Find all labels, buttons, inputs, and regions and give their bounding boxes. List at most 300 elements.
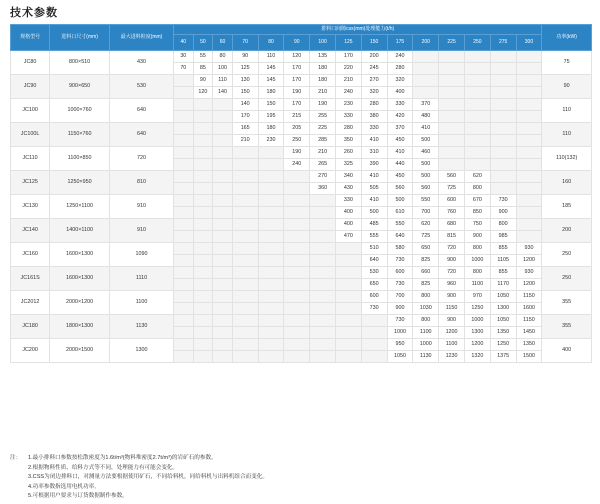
capacity-cell: 255	[310, 111, 336, 123]
capacity-cell: 760	[439, 207, 465, 219]
capacity-cell	[258, 303, 284, 315]
model-name: JC180	[11, 315, 50, 339]
capacity-cell: 1500	[516, 351, 542, 363]
header-maxfeed: 最大进料粒度(mm)	[110, 25, 174, 51]
capacity-cell	[490, 123, 516, 135]
capacity-cell: 130	[232, 75, 258, 87]
capacity-cell: 1030	[413, 303, 439, 315]
capacity-cell	[490, 183, 516, 195]
capacity-cell: 325	[335, 159, 361, 171]
capacity-cell: 1200	[464, 339, 490, 351]
capacity-cell	[516, 75, 542, 87]
model-opening: 1250×1100	[50, 195, 110, 219]
capacity-cell	[439, 111, 465, 123]
capacity-cell	[258, 219, 284, 231]
capacity-cell: 650	[361, 279, 387, 291]
capacity-cell	[213, 195, 233, 207]
capacity-cell	[439, 51, 465, 63]
capacity-cell: 560	[439, 171, 465, 183]
model-maxfeed: 1130	[110, 315, 174, 339]
model-power: 110	[542, 99, 592, 123]
capacity-cell: 1100	[439, 339, 465, 351]
note-line: 2.根据物料性质、给料方式等不同，处理能力有可能会变化。	[28, 464, 179, 471]
header-css-value: 150	[361, 35, 387, 51]
capacity-cell	[284, 279, 310, 291]
model-name: JC80	[11, 51, 50, 75]
capacity-cell: 145	[258, 63, 284, 75]
model-maxfeed: 910	[110, 195, 174, 219]
capacity-cell: 1050	[387, 351, 413, 363]
capacity-cell: 85	[193, 63, 213, 75]
capacity-cell: 1150	[516, 291, 542, 303]
capacity-cell	[213, 327, 233, 339]
capacity-cell	[361, 339, 387, 351]
capacity-cell: 900	[439, 315, 465, 327]
capacity-cell	[232, 195, 258, 207]
capacity-cell: 360	[310, 183, 336, 195]
capacity-cell	[464, 123, 490, 135]
capacity-cell: 225	[310, 123, 336, 135]
capacity-cell: 730	[387, 279, 413, 291]
capacity-cell	[413, 87, 439, 99]
capacity-cell: 150	[232, 87, 258, 99]
note-line: 注： 1.最小排料口参数按松散密度为1.6t/m³(物料堆密度2.7t/m³)的岩矿石的参数。	[10, 454, 268, 464]
capacity-cell: 170	[232, 111, 258, 123]
capacity-cell	[464, 75, 490, 87]
header-css-value: 70	[232, 35, 258, 51]
capacity-cell	[258, 207, 284, 219]
model-opening: 2000×1500	[50, 339, 110, 363]
capacity-cell: 440	[387, 159, 413, 171]
capacity-cell	[464, 51, 490, 63]
notes-label: 注：	[10, 455, 22, 461]
capacity-cell	[490, 75, 516, 87]
capacity-cell	[310, 327, 336, 339]
capacity-cell	[193, 207, 213, 219]
capacity-cell: 480	[413, 111, 439, 123]
capacity-cell	[310, 279, 336, 291]
capacity-cell: 220	[335, 63, 361, 75]
capacity-cell	[213, 303, 233, 315]
capacity-cell: 800	[413, 315, 439, 327]
capacity-cell: 855	[490, 267, 516, 279]
capacity-cell	[361, 351, 387, 363]
capacity-cell	[335, 291, 361, 303]
capacity-cell	[258, 171, 284, 183]
capacity-cell: 210	[310, 87, 336, 99]
model-power: 355	[542, 291, 592, 315]
capacity-cell: 1100	[413, 327, 439, 339]
capacity-cell: 310	[361, 147, 387, 159]
capacity-cell: 500	[387, 195, 413, 207]
capacity-cell	[258, 159, 284, 171]
capacity-cell: 720	[439, 267, 465, 279]
model-maxfeed: 1110	[110, 267, 174, 291]
header-css-value: 275	[490, 35, 516, 51]
capacity-cell: 410	[387, 147, 413, 159]
table-row	[11, 51, 592, 63]
table-row	[11, 123, 592, 135]
capacity-cell: 680	[439, 219, 465, 231]
capacity-cell	[174, 111, 194, 123]
capacity-cell: 430	[335, 183, 361, 195]
capacity-cell	[232, 159, 258, 171]
capacity-cell: 1300	[490, 303, 516, 315]
capacity-cell	[335, 255, 361, 267]
capacity-cell: 855	[490, 243, 516, 255]
capacity-cell: 120	[284, 51, 310, 63]
capacity-cell: 135	[310, 51, 336, 63]
capacity-cell: 170	[335, 51, 361, 63]
capacity-cell: 410	[361, 135, 387, 147]
capacity-cell: 1250	[490, 339, 516, 351]
capacity-cell: 190	[284, 87, 310, 99]
capacity-cell	[193, 135, 213, 147]
header-css-value: 50	[193, 35, 213, 51]
capacity-cell: 700	[413, 207, 439, 219]
capacity-cell	[490, 63, 516, 75]
capacity-cell	[174, 159, 194, 171]
capacity-cell	[284, 327, 310, 339]
model-maxfeed: 1100	[110, 291, 174, 315]
capacity-cell	[232, 207, 258, 219]
capacity-cell: 110	[258, 51, 284, 63]
capacity-cell: 730	[387, 255, 413, 267]
model-opening: 900×650	[50, 75, 110, 99]
capacity-cell: 120	[193, 87, 213, 99]
capacity-cell: 950	[387, 339, 413, 351]
capacity-cell: 250	[284, 135, 310, 147]
model-maxfeed: 1090	[110, 243, 174, 267]
capacity-cell	[193, 111, 213, 123]
capacity-cell: 265	[310, 159, 336, 171]
capacity-cell: 330	[335, 111, 361, 123]
capacity-cell: 900	[439, 255, 465, 267]
capacity-cell: 485	[361, 219, 387, 231]
capacity-cell: 240	[335, 87, 361, 99]
capacity-cell: 1130	[413, 351, 439, 363]
capacity-cell: 350	[335, 135, 361, 147]
capacity-cell	[516, 99, 542, 111]
capacity-cell	[310, 207, 336, 219]
capacity-cell	[174, 351, 194, 363]
capacity-cell: 195	[258, 111, 284, 123]
capacity-cell: 600	[387, 267, 413, 279]
capacity-cell: 1600	[516, 303, 542, 315]
capacity-cell	[213, 291, 233, 303]
model-maxfeed: 720	[110, 147, 174, 171]
capacity-cell	[193, 123, 213, 135]
capacity-cell: 600	[439, 195, 465, 207]
capacity-cell: 670	[464, 195, 490, 207]
note-line: 4.功率参数指选用电机功率。	[28, 483, 100, 490]
capacity-cell: 240	[284, 159, 310, 171]
capacity-cell: 55	[193, 51, 213, 63]
capacity-cell: 215	[284, 111, 310, 123]
capacity-cell: 900	[387, 303, 413, 315]
capacity-cell	[335, 243, 361, 255]
capacity-cell	[213, 159, 233, 171]
capacity-cell: 260	[335, 147, 361, 159]
capacity-cell: 380	[361, 111, 387, 123]
capacity-cell	[174, 279, 194, 291]
table-row	[11, 315, 592, 327]
capacity-cell: 580	[387, 243, 413, 255]
capacity-cell: 1150	[439, 303, 465, 315]
capacity-cell: 70	[174, 63, 194, 75]
page-title: 技术参数	[10, 7, 58, 19]
capacity-cell: 600	[361, 291, 387, 303]
capacity-cell: 800	[490, 219, 516, 231]
capacity-cell: 510	[361, 243, 387, 255]
capacity-cell	[193, 315, 213, 327]
capacity-cell	[174, 171, 194, 183]
capacity-cell	[193, 267, 213, 279]
capacity-cell	[516, 195, 542, 207]
capacity-cell: 800	[413, 291, 439, 303]
capacity-cell: 170	[284, 99, 310, 111]
capacity-cell	[213, 183, 233, 195]
capacity-cell: 730	[361, 303, 387, 315]
notes	[10, 454, 268, 502]
model-maxfeed: 430	[110, 51, 174, 75]
capacity-cell	[439, 99, 465, 111]
capacity-cell	[213, 207, 233, 219]
capacity-cell: 230	[258, 135, 284, 147]
capacity-cell	[232, 327, 258, 339]
model-opening: 2000×1200	[50, 291, 110, 315]
capacity-cell: 730	[490, 195, 516, 207]
capacity-cell	[284, 195, 310, 207]
note-line: 3.CSS为闭边排料口，对测量方法要根据使用矿石，不同给料机，同给料机与出料机组合而变化。	[28, 474, 268, 481]
capacity-cell: 180	[310, 75, 336, 87]
capacity-cell: 1350	[490, 327, 516, 339]
capacity-cell	[310, 351, 336, 363]
capacity-cell	[258, 315, 284, 327]
capacity-cell	[284, 243, 310, 255]
capacity-cell	[258, 351, 284, 363]
capacity-cell: 450	[387, 135, 413, 147]
capacity-cell	[232, 231, 258, 243]
capacity-cell: 420	[387, 111, 413, 123]
capacity-cell	[284, 231, 310, 243]
capacity-cell	[174, 207, 194, 219]
model-power: 200	[542, 219, 592, 243]
capacity-cell: 400	[335, 207, 361, 219]
capacity-cell: 90	[193, 75, 213, 87]
capacity-cell	[174, 195, 194, 207]
capacity-cell	[516, 171, 542, 183]
capacity-cell: 500	[413, 171, 439, 183]
model-power: 110(132)	[542, 147, 592, 171]
capacity-cell	[516, 135, 542, 147]
model-name: JC200	[11, 339, 50, 363]
header-power: 功率(kW)	[542, 25, 592, 51]
table-row	[11, 243, 592, 255]
capacity-cell: 125	[232, 63, 258, 75]
capacity-cell: 825	[413, 255, 439, 267]
capacity-cell	[490, 99, 516, 111]
capacity-cell	[174, 327, 194, 339]
capacity-cell: 725	[413, 231, 439, 243]
capacity-cell	[174, 231, 194, 243]
capacity-cell: 150	[258, 99, 284, 111]
capacity-cell	[284, 171, 310, 183]
capacity-cell: 610	[387, 207, 413, 219]
capacity-cell	[284, 351, 310, 363]
capacity-cell	[193, 183, 213, 195]
capacity-cell: 140	[213, 87, 233, 99]
capacity-cell: 450	[387, 171, 413, 183]
table-row	[11, 219, 592, 231]
capacity-cell: 1100	[464, 279, 490, 291]
capacity-cell: 330	[335, 195, 361, 207]
capacity-cell	[464, 135, 490, 147]
capacity-cell	[193, 339, 213, 351]
capacity-cell	[174, 123, 194, 135]
capacity-cell	[516, 207, 542, 219]
table-row	[11, 147, 592, 159]
header-css-value: 60	[213, 35, 233, 51]
capacity-cell	[174, 87, 194, 99]
model-power: 185	[542, 195, 592, 219]
model-maxfeed: 1300	[110, 339, 174, 363]
capacity-cell	[284, 291, 310, 303]
model-maxfeed: 640	[110, 123, 174, 147]
capacity-cell	[232, 279, 258, 291]
model-power: 110	[542, 123, 592, 147]
capacity-cell: 750	[464, 219, 490, 231]
capacity-cell: 410	[361, 171, 387, 183]
model-opening: 800×510	[50, 51, 110, 75]
capacity-cell	[284, 267, 310, 279]
table-row	[11, 339, 592, 351]
capacity-cell: 500	[413, 135, 439, 147]
model-opening: 1000×760	[50, 99, 110, 123]
capacity-cell: 850	[464, 207, 490, 219]
header-css-value: 80	[258, 35, 284, 51]
model-name: JC160	[11, 243, 50, 267]
capacity-cell	[213, 219, 233, 231]
capacity-cell	[232, 315, 258, 327]
capacity-cell	[516, 63, 542, 75]
capacity-cell	[516, 159, 542, 171]
model-maxfeed: 640	[110, 99, 174, 123]
capacity-cell: 1150	[516, 315, 542, 327]
capacity-cell	[413, 63, 439, 75]
model-opening: 1250×950	[50, 171, 110, 195]
capacity-cell: 90	[232, 51, 258, 63]
capacity-cell: 180	[258, 87, 284, 99]
capacity-cell	[232, 171, 258, 183]
model-power: 160	[542, 171, 592, 195]
capacity-cell	[490, 135, 516, 147]
capacity-cell	[174, 75, 194, 87]
capacity-cell	[213, 279, 233, 291]
capacity-cell: 190	[284, 147, 310, 159]
capacity-cell	[439, 75, 465, 87]
model-name: JC161S	[11, 267, 50, 291]
capacity-cell	[193, 231, 213, 243]
capacity-cell: 30	[174, 51, 194, 63]
table-row	[11, 75, 592, 87]
capacity-cell: 550	[413, 195, 439, 207]
capacity-cell	[258, 279, 284, 291]
capacity-cell	[174, 135, 194, 147]
table-row	[11, 99, 592, 111]
capacity-cell	[258, 183, 284, 195]
capacity-cell	[335, 303, 361, 315]
capacity-cell	[193, 171, 213, 183]
capacity-cell	[213, 243, 233, 255]
capacity-cell: 370	[387, 123, 413, 135]
model-maxfeed: 810	[110, 171, 174, 195]
capacity-cell	[232, 303, 258, 315]
capacity-cell	[213, 351, 233, 363]
capacity-cell	[174, 99, 194, 111]
capacity-cell: 330	[387, 99, 413, 111]
capacity-cell: 1300	[464, 327, 490, 339]
capacity-cell: 555	[361, 231, 387, 243]
capacity-cell: 340	[335, 171, 361, 183]
capacity-cell	[310, 315, 336, 327]
capacity-cell	[335, 327, 361, 339]
capacity-cell	[284, 219, 310, 231]
model-opening: 1800×1300	[50, 315, 110, 339]
capacity-cell	[232, 243, 258, 255]
capacity-cell: 190	[310, 99, 336, 111]
capacity-cell: 270	[310, 171, 336, 183]
capacity-cell: 725	[439, 183, 465, 195]
capacity-cell: 200	[361, 51, 387, 63]
capacity-cell	[490, 51, 516, 63]
capacity-cell: 1000	[387, 327, 413, 339]
capacity-cell: 285	[310, 135, 336, 147]
capacity-cell: 1000	[464, 315, 490, 327]
capacity-cell	[361, 315, 387, 327]
capacity-cell	[258, 291, 284, 303]
table-row	[11, 267, 592, 279]
capacity-cell	[174, 147, 194, 159]
capacity-cell: 620	[464, 171, 490, 183]
header-css-value: 90	[284, 35, 310, 51]
capacity-cell	[213, 255, 233, 267]
capacity-cell	[490, 159, 516, 171]
capacity-cell	[516, 147, 542, 159]
capacity-cell: 505	[361, 183, 387, 195]
capacity-cell	[464, 87, 490, 99]
capacity-cell: 1170	[490, 279, 516, 291]
capacity-cell	[310, 195, 336, 207]
capacity-cell: 470	[335, 231, 361, 243]
capacity-cell: 640	[387, 231, 413, 243]
capacity-cell	[174, 339, 194, 351]
model-opening: 1600×1300	[50, 243, 110, 267]
capacity-cell	[213, 123, 233, 135]
capacity-cell: 660	[413, 267, 439, 279]
capacity-cell	[258, 267, 284, 279]
header-css-value: 250	[464, 35, 490, 51]
spec-table	[10, 24, 592, 363]
capacity-cell: 1350	[516, 339, 542, 351]
capacity-cell	[213, 171, 233, 183]
capacity-cell: 800	[464, 243, 490, 255]
table-row	[11, 171, 592, 183]
capacity-cell: 985	[490, 231, 516, 243]
capacity-cell	[258, 327, 284, 339]
capacity-cell	[232, 339, 258, 351]
header-css-value: 100	[310, 35, 336, 51]
